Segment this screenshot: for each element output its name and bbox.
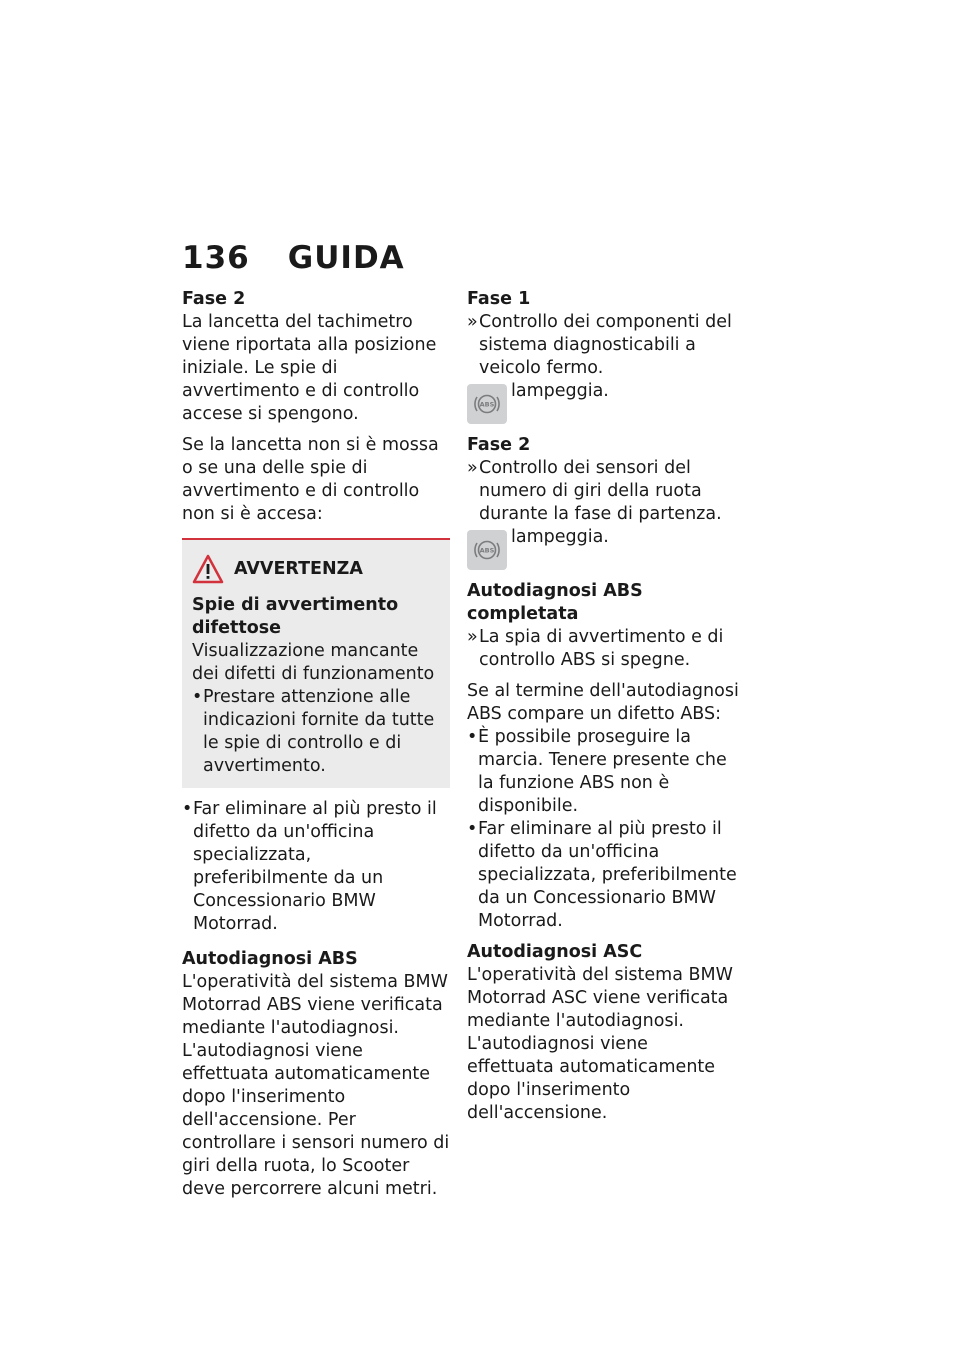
- step-marker-icon: »: [467, 458, 478, 478]
- fase2-step: [467, 457, 739, 526]
- step-marker-icon: »: [467, 312, 478, 332]
- warning-text: Visualizzazione mancante dei difetti di funzionamento: [192, 641, 435, 684]
- page-number: 136: [182, 240, 250, 276]
- step-marker-icon: »: [467, 627, 478, 647]
- asc-text: L'operatività del sistema BMW Motorrad ASC viene verificata mediante l'autodiagnosi. L'autodiagnosi viene effettuata automaticamente dopo l'inserimento dell'accensione.: [467, 965, 733, 1123]
- warning-bullet: • Prestare attenzione alle indicazioni fornite da tutte le spie di controllo e di avvertimento.: [192, 686, 442, 778]
- fase1-heading: Fase 1: [467, 289, 531, 309]
- abs-warning-light-icon: [467, 530, 507, 570]
- fase2-text: La lancetta del tachimetro viene riportata alla posizione iniziale. Le spie di avvertimento e di controllo accese si spengono.: [182, 312, 437, 424]
- abs-warning-light-icon: [467, 384, 507, 424]
- fase2-text-2: Se la lancetta non si è mossa o se una delle spie di avvertimento e di controllo non si è accesa:: [182, 435, 439, 524]
- completed-step: [467, 626, 739, 672]
- defect-text: Se al termine dell'autodiagnosi ABS compare un difetto ABS:: [467, 681, 739, 724]
- warning-triangle-icon: [192, 554, 224, 584]
- fase2-icon-text: lampeggia.: [511, 527, 609, 547]
- completed-step-text: La spia di avvertimento e di controllo ABS si spegne.: [479, 627, 724, 670]
- fase1-icon-row: [467, 380, 739, 424]
- fase2-right-heading: Fase 2: [467, 435, 531, 455]
- fase1-step: [467, 311, 739, 380]
- right-column: [467, 288, 739, 1133]
- warning-box: [182, 538, 450, 788]
- page-header: [182, 240, 405, 276]
- fase2-heading: Fase 2: [182, 289, 246, 309]
- defect-bullet-1: • È possibile proseguire la marcia. Tenere presente che la funzione ABS non è disponibile.: [467, 726, 739, 818]
- chapter-title: GUIDA: [287, 240, 405, 276]
- fase2-step-text: Controllo dei sensori del numero di giri della ruota durante la fase di partenza.: [479, 458, 722, 524]
- svg-text:ABS: ABS: [479, 546, 495, 555]
- warning-title: [192, 554, 442, 584]
- asc-heading: Autodiagnosi ASC: [467, 942, 643, 962]
- left-column: [182, 288, 450, 1209]
- fase1-icon-text: lampeggia.: [511, 381, 609, 401]
- left-bullet-far: • Far eliminare al più presto il difetto da un'officina specializzata, preferibilmente da un Concessionario BMW Motorrad.: [182, 798, 450, 936]
- abs-heading: Autodiagnosi ABS: [182, 949, 358, 969]
- warning-subtitle: Spie di avvertimento difettose: [192, 595, 399, 638]
- abs-completed-heading: Autodiagnosi ABS completata: [467, 581, 643, 624]
- defect-bullet-2: • Far eliminare al più presto il difetto da un'officina specializzata, preferibilmente da un Concessionario BMW Motorrad.: [467, 818, 739, 933]
- fase1-step-text: Controllo dei componenti del sistema diagnosticabili a veicolo fermo.: [479, 312, 732, 378]
- warning-label: AVVERTENZA: [234, 558, 363, 579]
- abs-text: L'operatività del sistema BMW Motorrad ABS viene verificata mediante l'autodiagnosi. L'autodiagnosi viene effettuata automaticamente dopo l'inserimento dell'accensione. Per controllare i sensori numero di giri della ruota, lo Scooter deve percorrere alcuni metri.: [182, 972, 450, 1199]
- svg-text:ABS: ABS: [479, 400, 495, 409]
- fase2-icon-row: [467, 526, 739, 570]
